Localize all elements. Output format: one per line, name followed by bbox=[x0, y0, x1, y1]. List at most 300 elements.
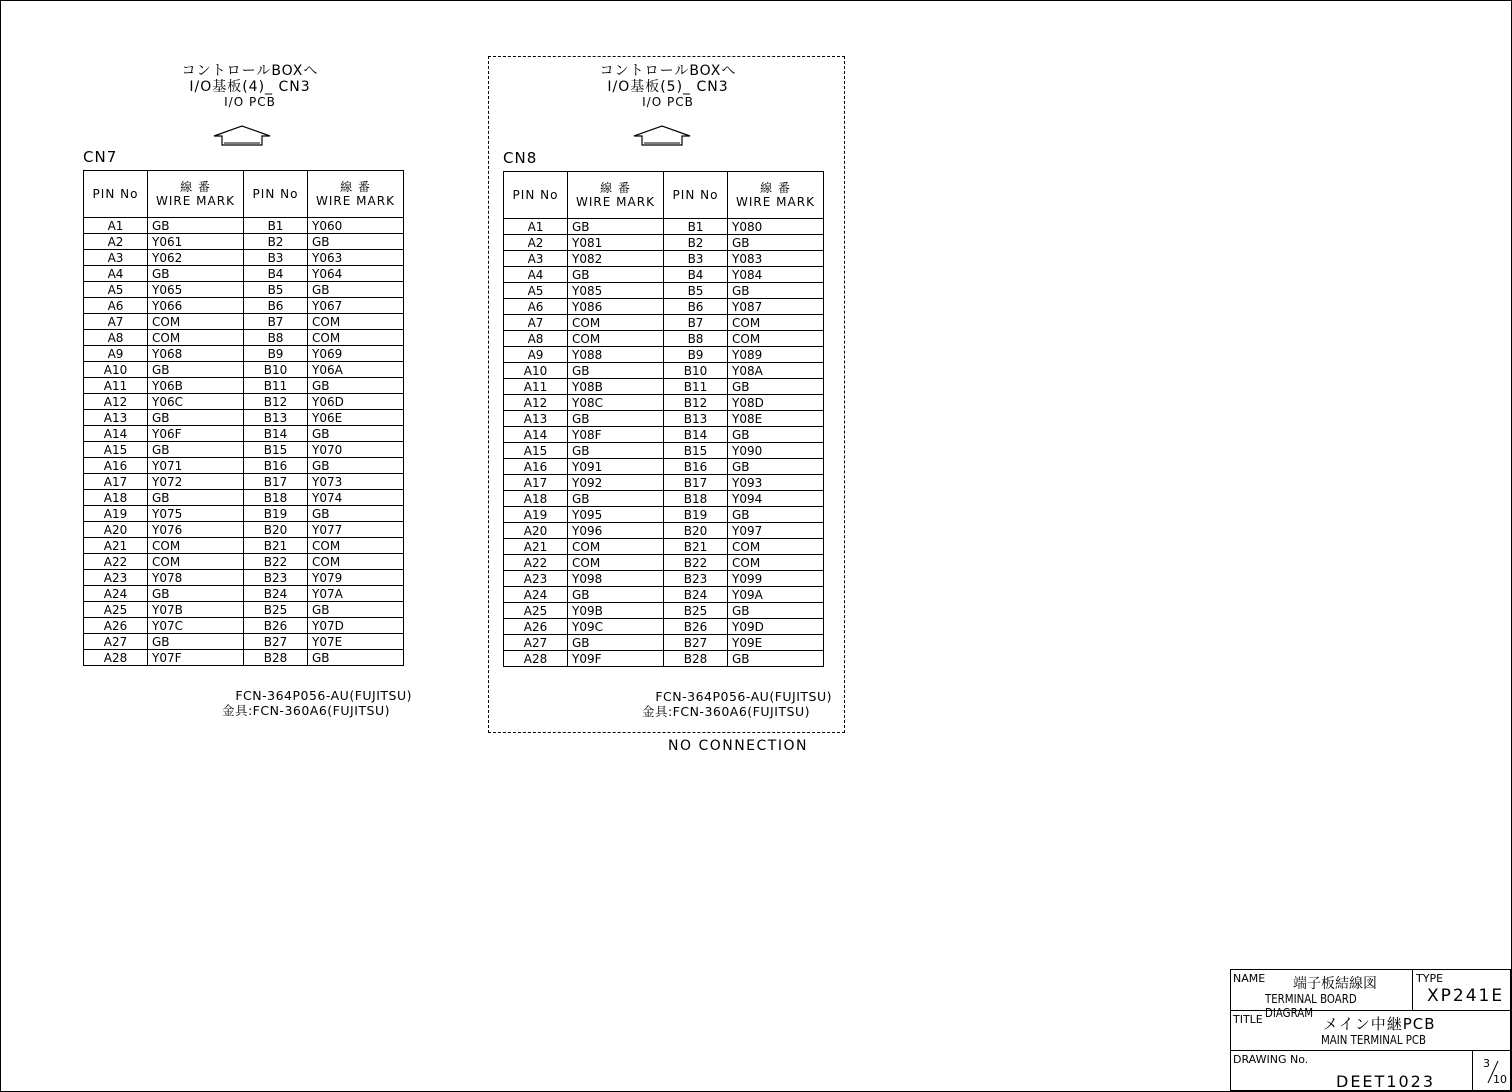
cn8-up-arrow-icon bbox=[632, 124, 696, 148]
table-row bbox=[504, 363, 824, 379]
tb-title-jp: メイン中継PCB bbox=[1323, 1015, 1436, 1033]
wire-mark-cell: Y08C bbox=[568, 395, 664, 411]
pin-cell: A20 bbox=[504, 523, 568, 539]
tb-type-label: TYPE bbox=[1416, 972, 1444, 985]
cn8-part-line2: 金具:FCN-360A6(FUJITSU) bbox=[641, 704, 810, 719]
wire-mark-cell: GB bbox=[308, 506, 404, 522]
table-row bbox=[504, 539, 824, 555]
wire-mark-cell: GB bbox=[728, 651, 824, 667]
table-row bbox=[504, 555, 824, 571]
table-row bbox=[504, 379, 824, 395]
pin-cell: B19 bbox=[664, 507, 728, 523]
table-row bbox=[504, 219, 824, 235]
pin-cell: B18 bbox=[244, 490, 308, 506]
table-row bbox=[84, 282, 404, 298]
wire-mark-cell: GB bbox=[568, 491, 664, 507]
wire-mark-cell: Y065 bbox=[148, 282, 244, 298]
wire-mark-cell: GB bbox=[568, 411, 664, 427]
table-row bbox=[504, 459, 824, 475]
cn7-destination-header bbox=[150, 63, 350, 109]
table-row bbox=[504, 395, 824, 411]
cn7-col-wire-b bbox=[308, 171, 404, 218]
wire-mark-cell: Y088 bbox=[568, 347, 664, 363]
cn8-col-wire-b bbox=[728, 172, 824, 219]
cn7-header-line2: I/O基板(4)_ CN3 bbox=[189, 79, 311, 95]
cn7-label: CN7 bbox=[83, 148, 118, 166]
wire-mark-cell: Y07A bbox=[308, 586, 404, 602]
wire-mark-cell: GB bbox=[568, 587, 664, 603]
pin-cell: A7 bbox=[84, 314, 148, 330]
pin-cell: B10 bbox=[244, 362, 308, 378]
pin-cell: A6 bbox=[504, 299, 568, 315]
table-row bbox=[504, 603, 824, 619]
cn8-pin-table bbox=[503, 171, 824, 667]
pin-cell: A19 bbox=[84, 506, 148, 522]
pin-cell: A10 bbox=[84, 362, 148, 378]
pin-cell: A17 bbox=[84, 474, 148, 490]
pin-cell: B2 bbox=[664, 235, 728, 251]
pin-cell: B22 bbox=[664, 555, 728, 571]
pin-cell: B15 bbox=[664, 443, 728, 459]
pin-cell: B1 bbox=[244, 218, 308, 234]
wire-mark-cell: Y070 bbox=[308, 442, 404, 458]
table-row bbox=[504, 299, 824, 315]
wire-mark-cell: Y07C bbox=[148, 618, 244, 634]
wire-mark-cell: Y06F bbox=[148, 426, 244, 442]
wire-jp-label: 線 番 bbox=[600, 181, 631, 195]
wire-mark-cell: GB bbox=[308, 458, 404, 474]
wire-mark-cell: COM bbox=[308, 330, 404, 346]
wire-mark-cell: GB bbox=[568, 443, 664, 459]
pin-cell: A9 bbox=[84, 346, 148, 362]
table-row bbox=[504, 443, 824, 459]
wire-mark-cell: Y060 bbox=[308, 218, 404, 234]
pin-cell: B25 bbox=[664, 603, 728, 619]
pin-cell: A27 bbox=[504, 635, 568, 651]
wire-mark-cell: Y063 bbox=[308, 250, 404, 266]
wire-mark-cell: GB bbox=[568, 635, 664, 651]
pin-cell: B28 bbox=[244, 650, 308, 666]
wire-mark-cell: Y096 bbox=[568, 523, 664, 539]
wire-en-label: WIRE MARK bbox=[156, 194, 235, 208]
table-row bbox=[84, 602, 404, 618]
pin-cell: A15 bbox=[84, 442, 148, 458]
wire-mark-cell: Y069 bbox=[308, 346, 404, 362]
pin-cell: B12 bbox=[664, 395, 728, 411]
table-row bbox=[84, 490, 404, 506]
wire-mark-cell: Y082 bbox=[568, 251, 664, 267]
cn7-header-line3: I/O PCB bbox=[224, 95, 276, 109]
wire-mark-cell: Y093 bbox=[728, 475, 824, 491]
wire-jp-label: 線 番 bbox=[760, 181, 791, 195]
table-row bbox=[504, 235, 824, 251]
pin-cell: B14 bbox=[244, 426, 308, 442]
table-row bbox=[84, 650, 404, 666]
table-row bbox=[84, 378, 404, 394]
pin-cell: B24 bbox=[244, 586, 308, 602]
table-row bbox=[84, 314, 404, 330]
wire-mark-cell: Y07B bbox=[148, 602, 244, 618]
wire-mark-cell: Y09B bbox=[568, 603, 664, 619]
table-row bbox=[84, 458, 404, 474]
pin-cell: B16 bbox=[244, 458, 308, 474]
pin-cell: B7 bbox=[664, 315, 728, 331]
table-row bbox=[84, 234, 404, 250]
tb-sheet-num: 3 bbox=[1483, 1057, 1490, 1070]
wire-mark-cell: Y091 bbox=[568, 459, 664, 475]
wire-mark-cell: Y061 bbox=[148, 234, 244, 250]
pin-cell: B20 bbox=[664, 523, 728, 539]
wire-mark-cell: GB bbox=[308, 650, 404, 666]
pin-cell: B23 bbox=[244, 570, 308, 586]
wire-mark-cell: Y078 bbox=[148, 570, 244, 586]
wire-mark-cell: Y07E bbox=[308, 634, 404, 650]
cn8-part-number bbox=[570, 689, 832, 719]
wire-mark-cell: Y06C bbox=[148, 394, 244, 410]
wire-mark-cell: Y067 bbox=[308, 298, 404, 314]
pin-cell: A22 bbox=[84, 554, 148, 570]
pin-cell: B4 bbox=[664, 267, 728, 283]
wire-mark-cell: GB bbox=[568, 267, 664, 283]
pin-cell: B5 bbox=[664, 283, 728, 299]
pin-cell: B6 bbox=[244, 298, 308, 314]
wire-mark-cell: COM bbox=[148, 538, 244, 554]
cn7-col-pin-b: PIN No bbox=[244, 171, 308, 218]
pin-cell: B8 bbox=[664, 331, 728, 347]
wire-mark-cell: COM bbox=[308, 538, 404, 554]
wire-mark-cell: Y094 bbox=[728, 491, 824, 507]
wire-mark-cell: COM bbox=[728, 539, 824, 555]
table-row bbox=[84, 298, 404, 314]
pin-cell: B25 bbox=[244, 602, 308, 618]
cn8-col-wire-a bbox=[568, 172, 664, 219]
pin-cell: B11 bbox=[244, 378, 308, 394]
wire-mark-cell: Y079 bbox=[308, 570, 404, 586]
pin-cell: A2 bbox=[84, 234, 148, 250]
wire-mark-cell: COM bbox=[308, 554, 404, 570]
tb-drawing-label: DRAWING No. bbox=[1233, 1053, 1309, 1066]
cn8-label: CN8 bbox=[503, 149, 538, 167]
tb-title-cell bbox=[1230, 1010, 1511, 1051]
pin-cell: A5 bbox=[504, 283, 568, 299]
wire-mark-cell: Y08A bbox=[728, 363, 824, 379]
pin-cell: B19 bbox=[244, 506, 308, 522]
wire-mark-cell: Y080 bbox=[728, 219, 824, 235]
table-row bbox=[504, 587, 824, 603]
wire-mark-cell: GB bbox=[568, 219, 664, 235]
wire-mark-cell: GB bbox=[148, 586, 244, 602]
table-row bbox=[504, 411, 824, 427]
pin-cell: A8 bbox=[504, 331, 568, 347]
wire-mark-cell: GB bbox=[148, 634, 244, 650]
table-row bbox=[84, 394, 404, 410]
pin-cell: A14 bbox=[84, 426, 148, 442]
wire-mark-cell: COM bbox=[568, 315, 664, 331]
wire-mark-cell: GB bbox=[308, 234, 404, 250]
pin-cell: A28 bbox=[84, 650, 148, 666]
pin-cell: B22 bbox=[244, 554, 308, 570]
wire-mark-cell: GB bbox=[568, 363, 664, 379]
table-row bbox=[504, 315, 824, 331]
pin-cell: B9 bbox=[244, 346, 308, 362]
table-row bbox=[504, 619, 824, 635]
no-connection-note: NO CONNECTION bbox=[668, 738, 808, 754]
pin-cell: B6 bbox=[664, 299, 728, 315]
table-row bbox=[84, 586, 404, 602]
wire-mark-cell: Y09A bbox=[728, 587, 824, 603]
pin-cell: B17 bbox=[244, 474, 308, 490]
cn7-part-line2: 金具:FCN-360A6(FUJITSU) bbox=[221, 703, 390, 718]
pin-cell: A1 bbox=[504, 219, 568, 235]
cn7-part-number bbox=[150, 688, 412, 718]
pin-cell: A16 bbox=[84, 458, 148, 474]
cn7-col-wire-a bbox=[148, 171, 244, 218]
table-row bbox=[84, 426, 404, 442]
pin-cell: A25 bbox=[504, 603, 568, 619]
pin-cell: A15 bbox=[504, 443, 568, 459]
pin-cell: B17 bbox=[664, 475, 728, 491]
wire-mark-cell: COM bbox=[728, 555, 824, 571]
wire-mark-cell: GB bbox=[308, 426, 404, 442]
wire-mark-cell: GB bbox=[148, 490, 244, 506]
wire-mark-cell: Y095 bbox=[568, 507, 664, 523]
wire-mark-cell: Y072 bbox=[148, 474, 244, 490]
wire-mark-cell: GB bbox=[728, 507, 824, 523]
pin-cell: B10 bbox=[664, 363, 728, 379]
pin-cell: B18 bbox=[664, 491, 728, 507]
wire-mark-cell: GB bbox=[728, 235, 824, 251]
wire-mark-cell: COM bbox=[728, 331, 824, 347]
tb-sheet-cell bbox=[1472, 1050, 1511, 1091]
pin-cell: B27 bbox=[664, 635, 728, 651]
wire-mark-cell: Y085 bbox=[568, 283, 664, 299]
pin-cell: A14 bbox=[504, 427, 568, 443]
wire-mark-cell: Y08E bbox=[728, 411, 824, 427]
wire-mark-cell: Y09F bbox=[568, 651, 664, 667]
table-row bbox=[84, 266, 404, 282]
wire-mark-cell: Y087 bbox=[728, 299, 824, 315]
table-row bbox=[84, 250, 404, 266]
wire-mark-cell: Y06B bbox=[148, 378, 244, 394]
wire-mark-cell: GB bbox=[728, 459, 824, 475]
pin-cell: B21 bbox=[664, 539, 728, 555]
wire-mark-cell: COM bbox=[148, 314, 244, 330]
wire-mark-cell: GB bbox=[728, 379, 824, 395]
pin-cell: A11 bbox=[504, 379, 568, 395]
pin-cell: A21 bbox=[84, 538, 148, 554]
pin-cell: A3 bbox=[84, 250, 148, 266]
cn8-destination-header bbox=[568, 63, 768, 109]
wire-mark-cell: COM bbox=[308, 314, 404, 330]
wire-mark-cell: COM bbox=[728, 315, 824, 331]
pin-cell: B5 bbox=[244, 282, 308, 298]
wire-mark-cell: GB bbox=[308, 282, 404, 298]
tb-type-value: XP241E bbox=[1427, 986, 1505, 1006]
pin-cell: A4 bbox=[84, 266, 148, 282]
pin-cell: A12 bbox=[504, 395, 568, 411]
wire-mark-cell: GB bbox=[728, 427, 824, 443]
tb-name-jp: 端子板結線図 bbox=[1293, 976, 1377, 992]
table-row bbox=[504, 251, 824, 267]
pin-cell: A23 bbox=[84, 570, 148, 586]
wire-mark-cell: COM bbox=[568, 331, 664, 347]
pin-cell: B16 bbox=[664, 459, 728, 475]
pin-cell: A27 bbox=[84, 634, 148, 650]
wire-mark-cell: Y084 bbox=[728, 267, 824, 283]
table-row bbox=[84, 330, 404, 346]
wire-mark-cell: GB bbox=[148, 266, 244, 282]
wire-mark-cell: Y071 bbox=[148, 458, 244, 474]
pin-cell: A18 bbox=[504, 491, 568, 507]
pin-cell: A7 bbox=[504, 315, 568, 331]
wire-mark-cell: Y07D bbox=[308, 618, 404, 634]
pin-cell: B24 bbox=[664, 587, 728, 603]
wire-mark-cell: Y06D bbox=[308, 394, 404, 410]
tb-drawing-value: DEET1023 bbox=[1336, 1072, 1436, 1091]
cn8-col-pin-b: PIN No bbox=[664, 172, 728, 219]
tb-title-label: TITLE bbox=[1233, 1013, 1263, 1026]
pin-cell: B13 bbox=[664, 411, 728, 427]
pin-cell: B3 bbox=[244, 250, 308, 266]
pin-cell: A10 bbox=[504, 363, 568, 379]
wire-mark-cell: Y073 bbox=[308, 474, 404, 490]
pin-cell: B26 bbox=[244, 618, 308, 634]
table-row bbox=[84, 554, 404, 570]
pin-cell: B11 bbox=[664, 379, 728, 395]
wire-mark-cell: Y077 bbox=[308, 522, 404, 538]
wire-mark-cell: Y074 bbox=[308, 490, 404, 506]
cn7-col-pin-a: PIN No bbox=[84, 171, 148, 218]
title-block bbox=[1230, 969, 1511, 1091]
cn7-part-line1: FCN-364P056-AU(FUJITSU) bbox=[235, 688, 412, 703]
pin-cell: B15 bbox=[244, 442, 308, 458]
pin-cell: A5 bbox=[84, 282, 148, 298]
pin-cell: B23 bbox=[664, 571, 728, 587]
wire-mark-cell: COM bbox=[568, 555, 664, 571]
wire-mark-cell: Y06E bbox=[308, 410, 404, 426]
wire-mark-cell: Y081 bbox=[568, 235, 664, 251]
wire-mark-cell: Y07F bbox=[148, 650, 244, 666]
tb-type-cell bbox=[1412, 969, 1511, 1011]
pin-cell: A1 bbox=[84, 218, 148, 234]
table-row bbox=[504, 635, 824, 651]
pin-cell: B9 bbox=[664, 347, 728, 363]
wire-mark-cell: Y08B bbox=[568, 379, 664, 395]
table-row bbox=[504, 283, 824, 299]
cn8-header-line3: I/O PCB bbox=[642, 95, 694, 109]
pin-cell: B7 bbox=[244, 314, 308, 330]
pin-cell: A13 bbox=[504, 411, 568, 427]
pin-cell: A26 bbox=[84, 618, 148, 634]
pin-cell: A26 bbox=[504, 619, 568, 635]
pin-cell: B1 bbox=[664, 219, 728, 235]
table-row bbox=[84, 522, 404, 538]
wire-jp-label: 線 番 bbox=[340, 180, 371, 194]
pin-cell: A24 bbox=[504, 587, 568, 603]
wire-mark-cell: GB bbox=[148, 410, 244, 426]
pin-cell: A13 bbox=[84, 410, 148, 426]
pin-cell: B21 bbox=[244, 538, 308, 554]
pin-cell: A17 bbox=[504, 475, 568, 491]
pin-cell: A21 bbox=[504, 539, 568, 555]
table-row bbox=[504, 523, 824, 539]
pin-cell: A2 bbox=[504, 235, 568, 251]
pin-cell: A24 bbox=[84, 586, 148, 602]
pin-cell: A25 bbox=[84, 602, 148, 618]
wire-mark-cell: Y075 bbox=[148, 506, 244, 522]
wire-mark-cell: COM bbox=[568, 539, 664, 555]
pin-cell: A20 bbox=[84, 522, 148, 538]
pin-cell: A18 bbox=[84, 490, 148, 506]
cn8-col-pin-a: PIN No bbox=[504, 172, 568, 219]
tb-sheet-total: 10 bbox=[1493, 1073, 1507, 1086]
wire-mark-cell: GB bbox=[728, 603, 824, 619]
table-row bbox=[504, 491, 824, 507]
table-row bbox=[84, 474, 404, 490]
wire-en-label: WIRE MARK bbox=[576, 195, 655, 209]
pin-cell: A6 bbox=[84, 298, 148, 314]
cn8-header-line2: I/O基板(5)_ CN3 bbox=[607, 79, 729, 95]
pin-cell: B13 bbox=[244, 410, 308, 426]
table-row bbox=[504, 571, 824, 587]
wire-mark-cell: GB bbox=[148, 442, 244, 458]
pin-cell: A16 bbox=[504, 459, 568, 475]
table-row bbox=[504, 475, 824, 491]
wire-en-label: WIRE MARK bbox=[316, 194, 395, 208]
wire-mark-cell: Y098 bbox=[568, 571, 664, 587]
pin-cell: B14 bbox=[664, 427, 728, 443]
table-row bbox=[504, 347, 824, 363]
wire-mark-cell: GB bbox=[308, 378, 404, 394]
pin-cell: A9 bbox=[504, 347, 568, 363]
table-row bbox=[504, 331, 824, 347]
pin-cell: A12 bbox=[84, 394, 148, 410]
wire-mark-cell: Y062 bbox=[148, 250, 244, 266]
table-row bbox=[84, 218, 404, 234]
table-row bbox=[504, 651, 824, 667]
wire-mark-cell: Y09D bbox=[728, 619, 824, 635]
wire-mark-cell: Y06A bbox=[308, 362, 404, 378]
pin-cell: B26 bbox=[664, 619, 728, 635]
wire-mark-cell: COM bbox=[148, 330, 244, 346]
pin-cell: A4 bbox=[504, 267, 568, 283]
wire-jp-label: 線 番 bbox=[180, 180, 211, 194]
wire-mark-cell: GB bbox=[728, 283, 824, 299]
pin-cell: A19 bbox=[504, 507, 568, 523]
wire-mark-cell: Y08D bbox=[728, 395, 824, 411]
cn8-part-line1: FCN-364P056-AU(FUJITSU) bbox=[655, 689, 832, 704]
tb-name-label: NAME bbox=[1233, 972, 1266, 985]
wire-mark-cell: Y099 bbox=[728, 571, 824, 587]
table-row bbox=[504, 507, 824, 523]
wire-mark-cell: COM bbox=[148, 554, 244, 570]
pin-cell: A8 bbox=[84, 330, 148, 346]
table-row bbox=[84, 346, 404, 362]
pin-cell: B2 bbox=[244, 234, 308, 250]
wire-mark-cell: Y064 bbox=[308, 266, 404, 282]
wire-mark-cell: GB bbox=[148, 218, 244, 234]
wire-en-label: WIRE MARK bbox=[736, 195, 815, 209]
table-row bbox=[84, 506, 404, 522]
pin-cell: A3 bbox=[504, 251, 568, 267]
pin-cell: A22 bbox=[504, 555, 568, 571]
pin-cell: B4 bbox=[244, 266, 308, 282]
wire-mark-cell: Y089 bbox=[728, 347, 824, 363]
pin-cell: B20 bbox=[244, 522, 308, 538]
wire-mark-cell: Y076 bbox=[148, 522, 244, 538]
table-row bbox=[504, 427, 824, 443]
wire-mark-cell: Y090 bbox=[728, 443, 824, 459]
